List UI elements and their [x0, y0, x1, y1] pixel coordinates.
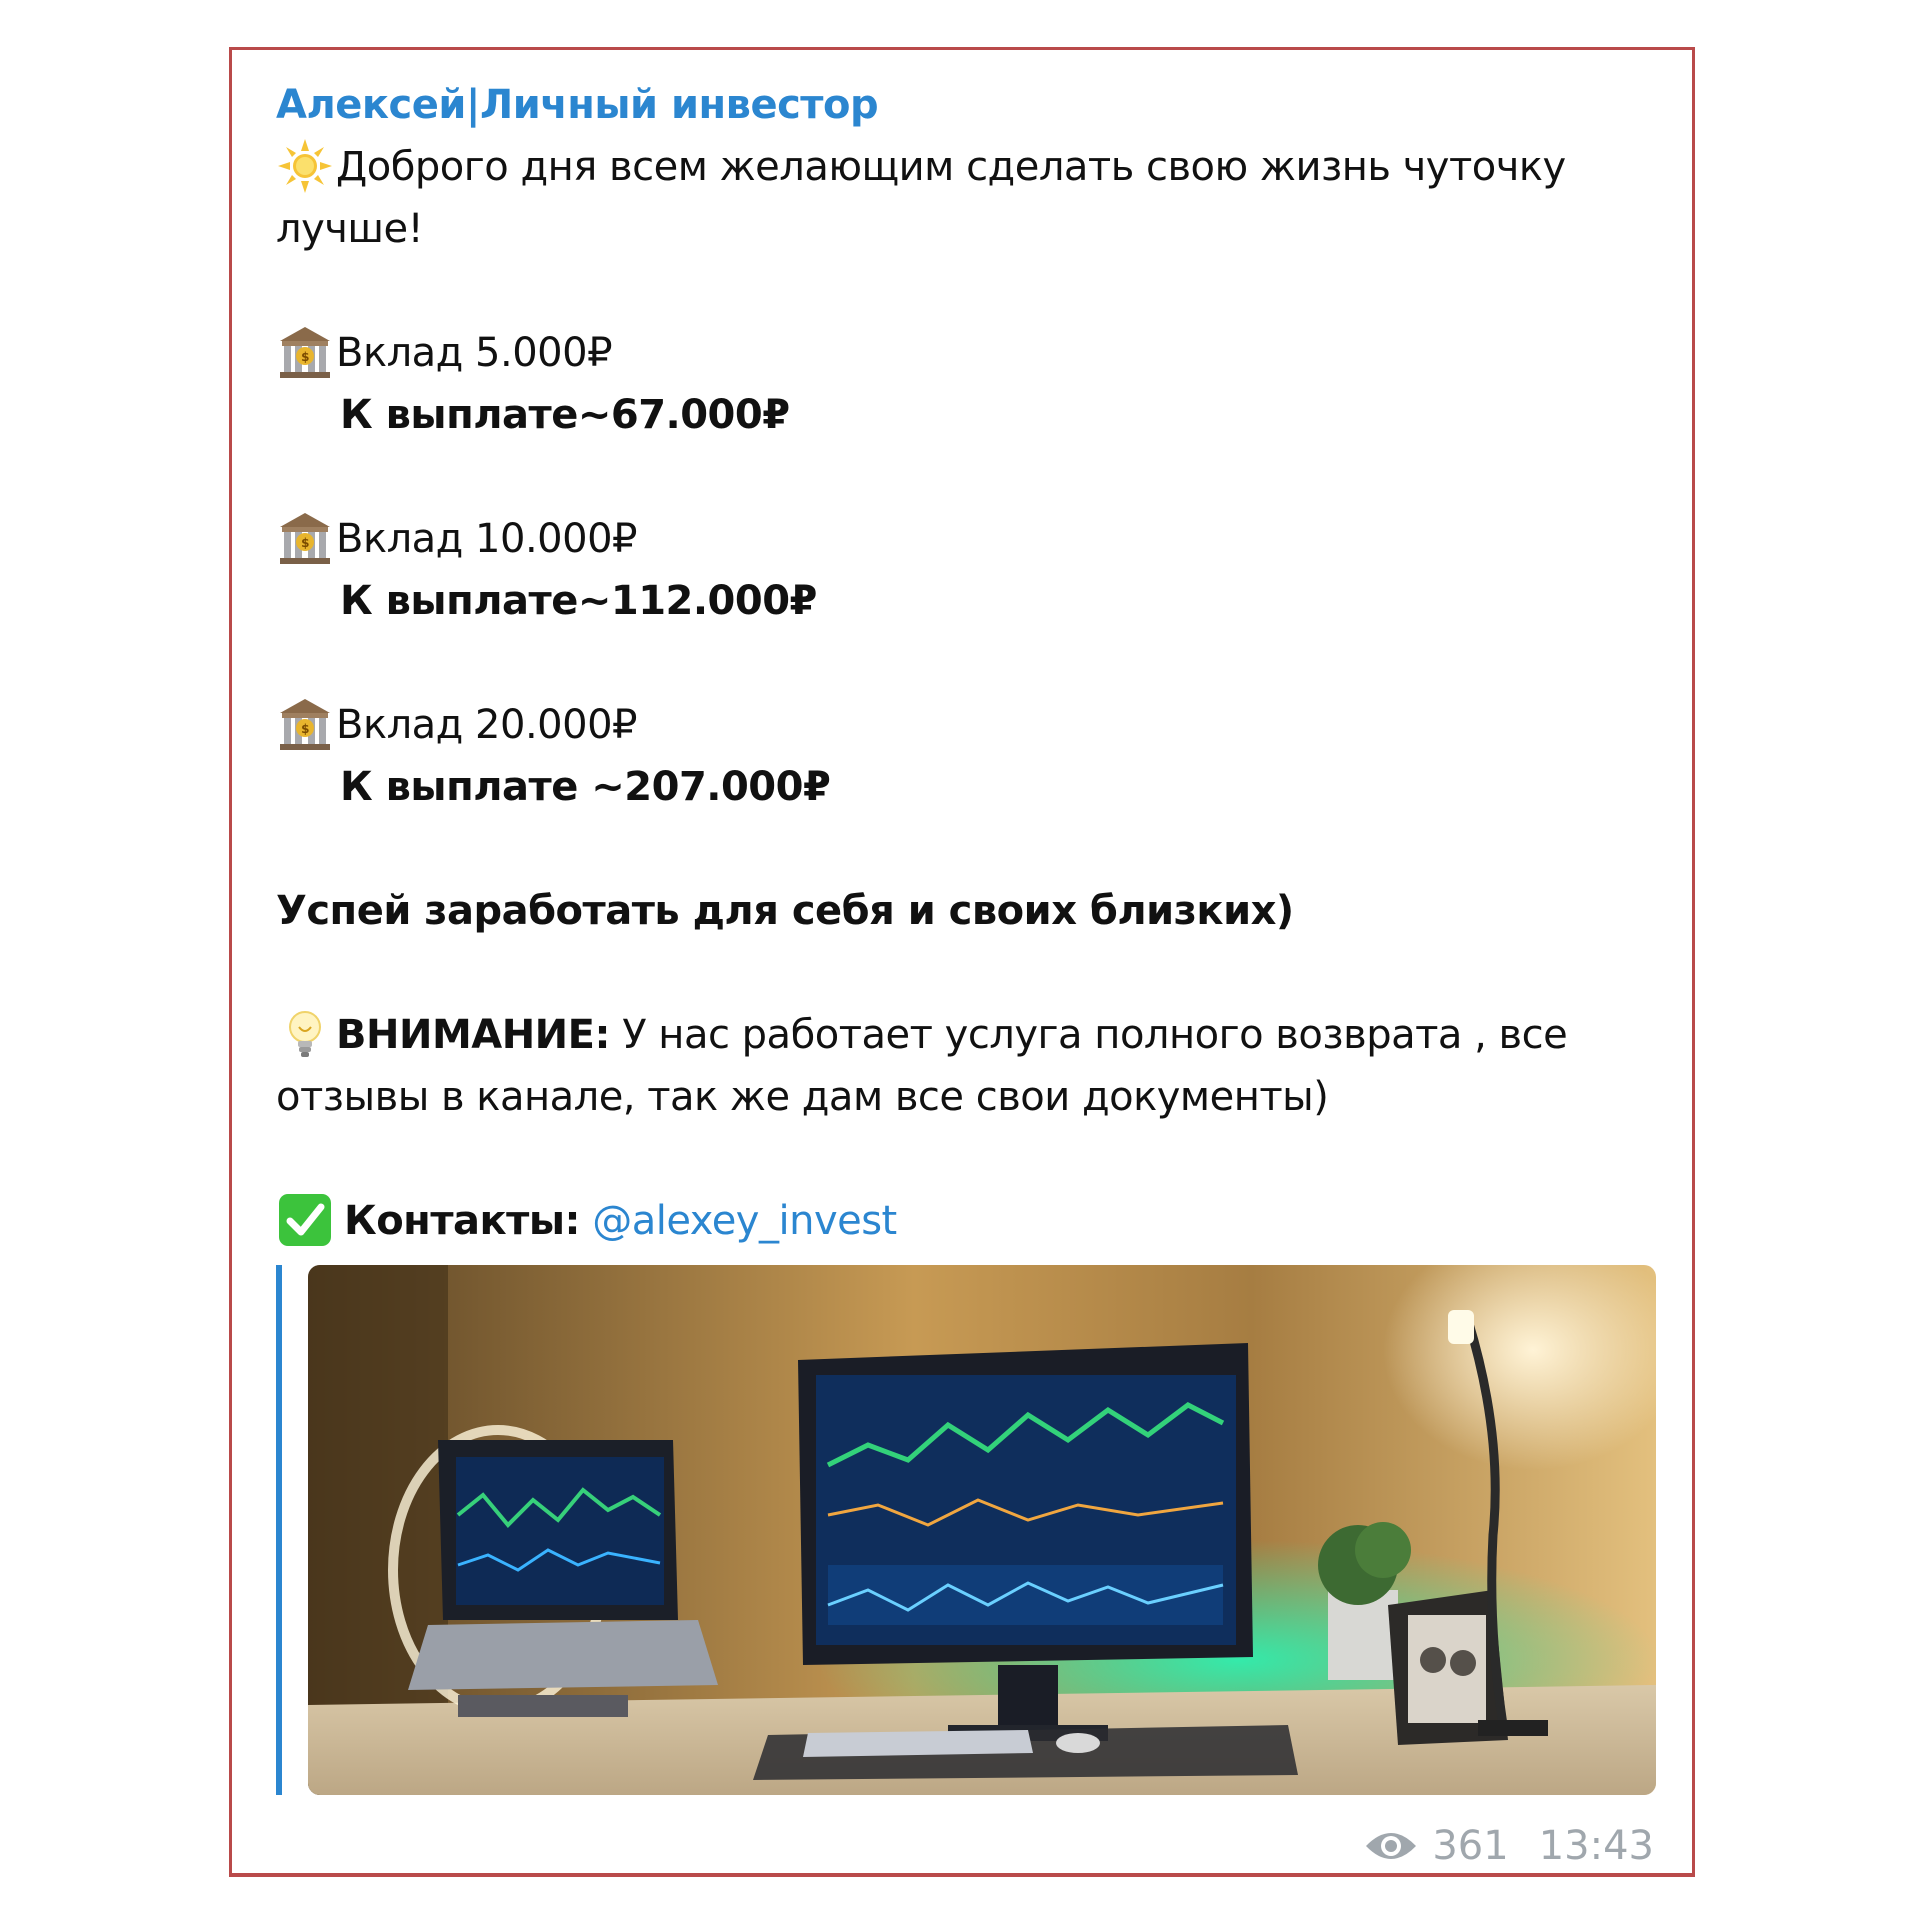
- greeting-line-1: [276, 136, 1566, 198]
- offer-payout-2: К выплате~112.000₽: [340, 578, 817, 624]
- contacts-label: Контакты:: [344, 1198, 580, 1244]
- offer-deposit-1: [276, 322, 612, 384]
- bank-icon: [276, 323, 334, 381]
- attention-label: ВНИМАНИЕ:: [336, 1012, 610, 1058]
- offer-deposit-2: [276, 508, 637, 570]
- author-name[interactable]: Алексей|Личный инвестор: [276, 82, 879, 128]
- preview-accent-bar: [276, 1265, 282, 1795]
- message-meta: [1364, 1822, 1654, 1870]
- view-count: 361: [1432, 1823, 1509, 1869]
- link-preview[interactable]: [276, 1265, 1656, 1795]
- contacts-line: [276, 1190, 897, 1252]
- contacts-handle-link[interactable]: @alexey_invest: [592, 1198, 897, 1244]
- call-to-action: Успей заработать для себя и своих близких): [276, 888, 1294, 934]
- greeting-line-2: лучше!: [276, 206, 424, 252]
- bank-icon: [276, 695, 334, 753]
- message-card: [229, 47, 1695, 1877]
- message-time: 13:43: [1538, 1823, 1654, 1869]
- attention-text-1: У нас работает услуга полного возврата , все: [609, 1012, 1568, 1058]
- svg-text:$: $: [301, 536, 309, 550]
- attention-line-2: отзывы в канале, так же дам все свои документы): [276, 1074, 1329, 1120]
- svg-text:$: $: [301, 350, 309, 364]
- light-bulb-icon: [276, 1005, 334, 1063]
- offer-deposit-text-2: Вклад 10.000₽: [336, 516, 637, 562]
- greeting-text-1: Доброго дня всем желающим сделать свою жизнь чуточку: [336, 144, 1566, 190]
- offer-payout-3: К выплате ~207.000₽: [340, 764, 831, 810]
- attention-line-1: [276, 1004, 1567, 1066]
- eye-icon: [1364, 1826, 1418, 1866]
- check-mark-icon: [276, 1191, 334, 1249]
- offer-deposit-3: [276, 694, 637, 756]
- offer-deposit-text-3: Вклад 20.000₽: [336, 702, 637, 748]
- bank-icon: [276, 509, 334, 567]
- sun-icon: [276, 137, 334, 195]
- offer-deposit-text-1: Вклад 5.000₽: [336, 330, 613, 376]
- svg-text:$: $: [301, 722, 309, 736]
- preview-photo[interactable]: [308, 1265, 1656, 1795]
- offer-payout-1: К выплате~67.000₽: [340, 392, 790, 438]
